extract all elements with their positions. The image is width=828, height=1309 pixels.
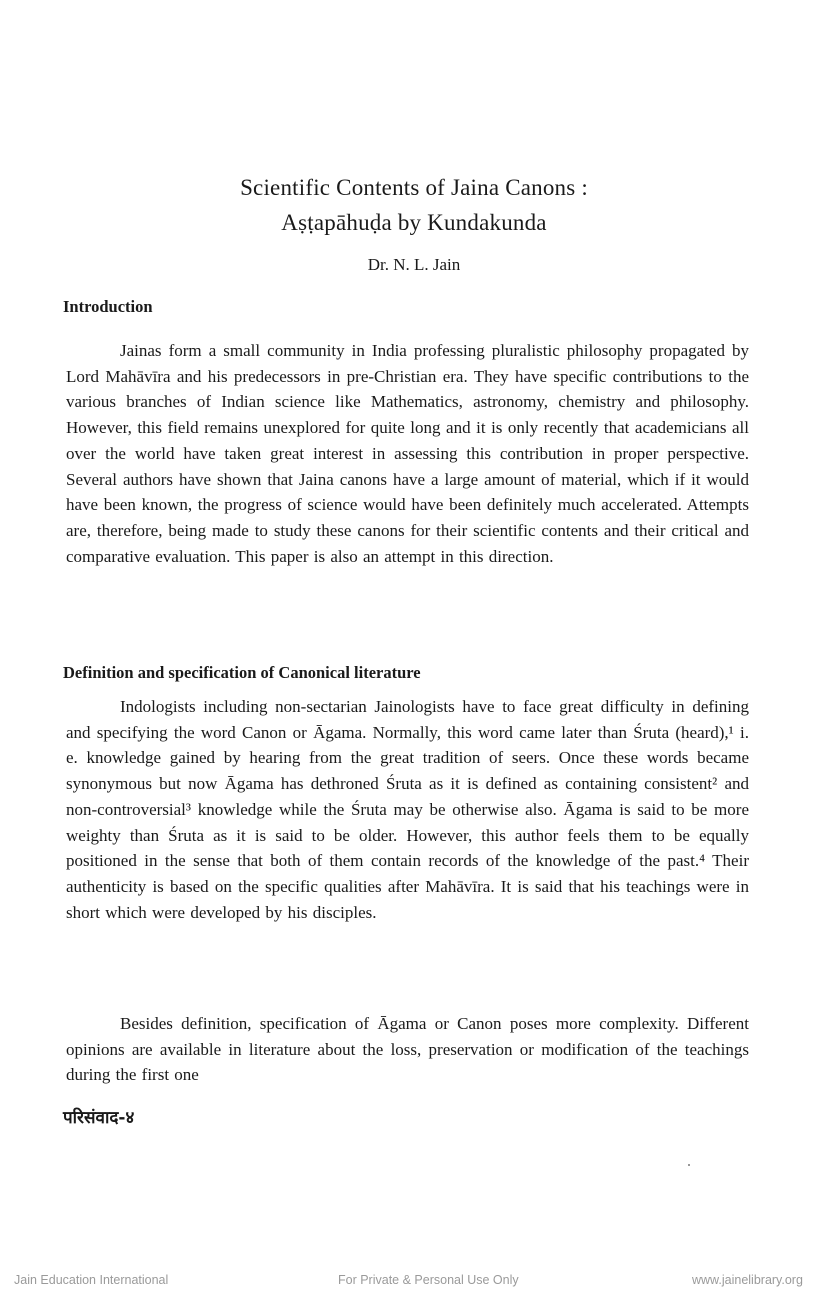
page-title-line-1: Scientific Contents of Jaina Canons : [240, 175, 588, 200]
page-title-line-2: Aṣṭapāhuḍa by Kundakunda [281, 210, 547, 235]
footer-right-link[interactable]: www.jainelibrary.org [692, 1273, 803, 1287]
introduction-paragraph: Jainas form a small community in India professing pluralistic philosophy propagated by Lord Mahāvīra and his predecessors in pre-Christian era. They have specific contributions to the various branches of Indian science like Mathematics, astronomy, chemistry and philosophy. However, this field remains unexplored for quite long and it is only recently that academicians all over the world have taken great interest in assessing this contribution in proper perspective. Several authors have shown that Jaina canons have a large amount of material, which if it would have been known, the progress of science would have been definitely much accelerated. Attempts are, therefore, being made to study these canons for their scientific contents and their critical and comparative evaluation. This paper is also an attempt in this direction. [66, 341, 749, 566]
scan-speck [688, 1164, 690, 1166]
author-name: Dr. N. L. Jain [367, 255, 461, 274]
footer-center-text: For Private & Personal Use Only [338, 1273, 519, 1287]
definition-paragraph: Indologists including non-sectarian Jainologists have to face great difficulty in defining and specifying the word Canon or Āgama. Normally, this word came later than Śruta (heard),¹ i. e. knowledge gained by hearing from the great tradition of seers. Once these words became synonymous but now Āgama has dethroned Śruta as it is defined as containing consistent² and non-controversial³ knowledge while the Śruta may be otherwise also. Āgama is said to be more weighty than Śruta as it is said to be older. However, this author feels them to be equally positioned in the sense that both of them contain records of the knowledge of the past.⁴ Their authenticity is based on the specific qualities after Mahāvīra. It is said that his teachings were in short which were developed by his disciples. [66, 697, 749, 922]
footer-left-text: Jain Education International [14, 1273, 169, 1287]
specification-paragraph: Besides definition, specification of Āgama or Canon poses more complexity. Different opinions are available in literature about the loss, preservation or modification of the teachings during the first one [66, 1014, 749, 1085]
introduction-heading: Introduction [63, 297, 153, 316]
page-mark: परिसंवाद-४ [63, 1108, 135, 1128]
definition-heading: Definition and specification of Canonical literature [63, 663, 421, 682]
